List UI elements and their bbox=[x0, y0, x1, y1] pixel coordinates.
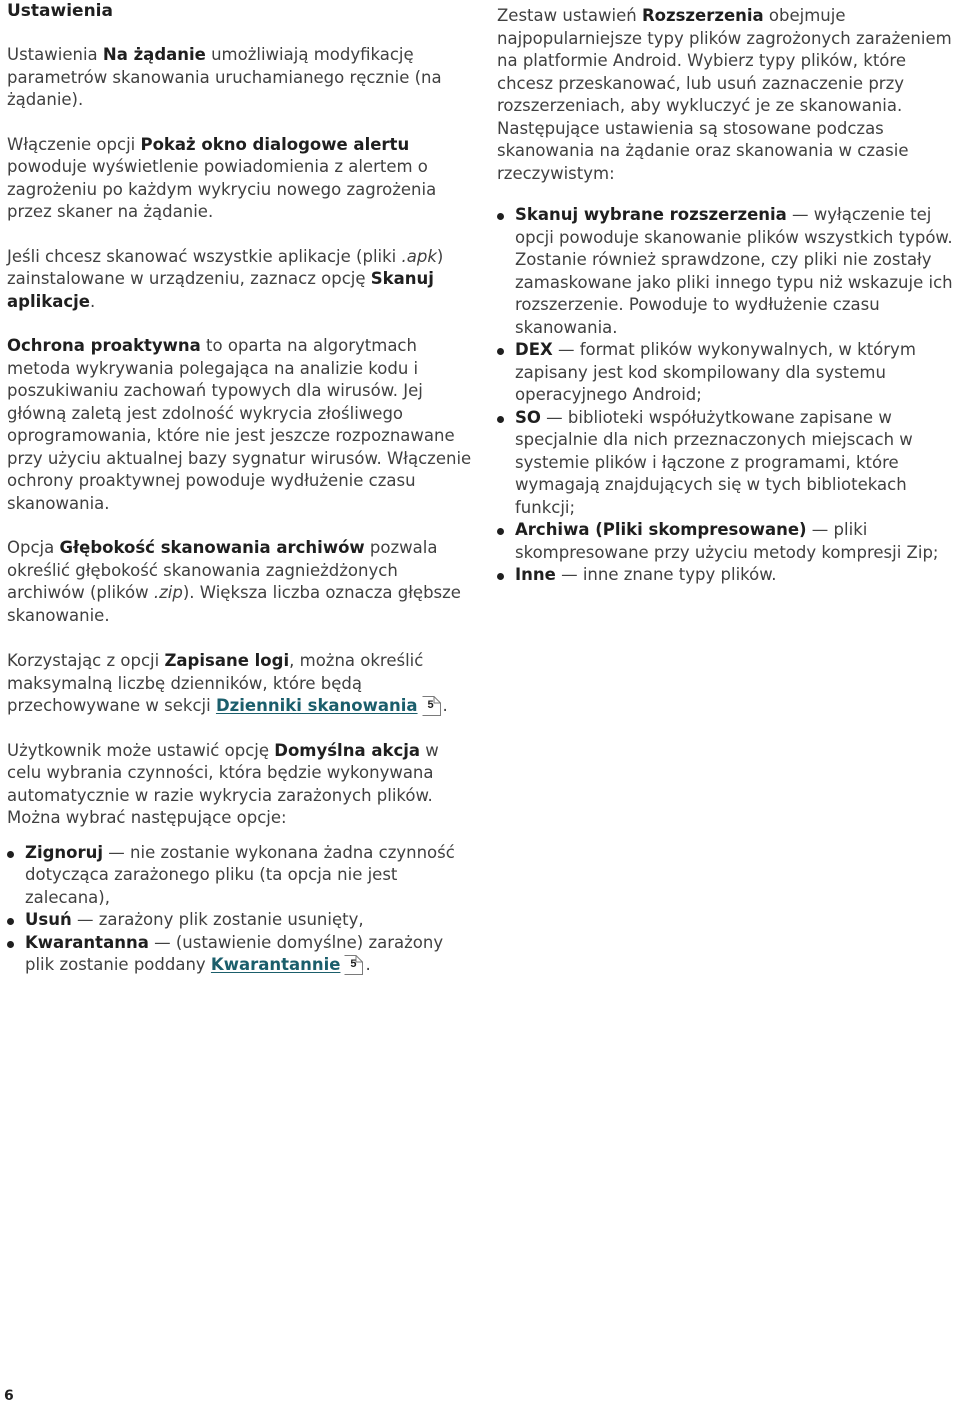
page-reference-number: 5 bbox=[427, 699, 434, 711]
page-number: 6 bbox=[4, 1388, 14, 1404]
list-item-dex: DEX — format plików wykonywalnych, w którym zapisany jest kod skompilowany dla systemu operacyjnego Android; bbox=[497, 339, 960, 407]
list-item-so: SO — biblioteki współużytkowane zapisane w specjalnie dla nich przeznaczonych miejscach w systemie plików i łączone z programami, które wymagają znajdujących się w tych bibliotekach funkcji; bbox=[497, 407, 960, 520]
link-scan-logs[interactable]: Dzienniki skanowania bbox=[215, 696, 418, 715]
term-saved-logs: Zapisane logi bbox=[164, 651, 290, 670]
paragraph-default-action: Użytkownik może ustawić opcję Domyślna akcja w celu wybrania czynności, która będzie wykonywana automatycznie w razie wykrycia zarażonych plików. Można wybrać następujące opcje: bbox=[7, 740, 439, 827]
list-item-ignore: Zignoruj — nie zostanie wykonana żadna czynność dotycząca zarażonego pliku (ta opcja nie jest zalecana), bbox=[7, 842, 475, 910]
extension-settings-list bbox=[497, 204, 960, 587]
paragraph-archive-depth: Opcja Głębokość skanowania archiwów pozwala określić głębokość skanowania zagnieżdżonych archiwów (plików .zip). Większa liczba oznacza głębsze skanowanie. bbox=[7, 538, 461, 625]
list-item-quarantine: Kwarantanna — (ustawienie domyślne) zarażony plik zostanie poddany Kwarantannie 5 . bbox=[7, 932, 475, 977]
term-scan-apps: Skanuj aplikacje bbox=[7, 269, 434, 311]
right-column bbox=[497, 5, 960, 587]
list-item-other: Inne — inne znane typy plików. bbox=[497, 564, 960, 587]
term-default-action: Domyślna akcja bbox=[274, 740, 421, 760]
paragraph-proactive-protection: Ochrona proaktywna to oparta na algorytmach metoda wykrywania polegająca na analizie kodu i poszukiwaniu zachowań typowych dla wirusów. Jej główną zaletą jest zdolność wykrycia złośliwego oprogramowania, które nie jest jeszcze rozpoznawane przy użyciu aktualnej bazy sygnatur wirusów. Włączenie ochrony proaktywnej powoduje wydłużenie czasu skanowania. bbox=[7, 336, 472, 513]
term-proactive-protection: Ochrona proaktywna bbox=[7, 336, 201, 355]
default-action-options bbox=[7, 842, 475, 977]
term-extensions: Rozszerzenia bbox=[641, 6, 764, 25]
term-on-demand: Na żądanie bbox=[102, 45, 206, 64]
paragraph-alert-dialog: Włączenie opcji Pokaż okno dialogowe alertu powoduje wyświetlenie powiadomienia z alertem o zagrożeniu po każdym wykryciu nowego zagrożenia przez skaner na żądanie. bbox=[7, 134, 437, 221]
paragraph-on-demand: Ustawienia Na żądanie umożliwiają modyfikację parametrów skanowania uruchamianego ręcznie (na żądanie). bbox=[7, 45, 442, 109]
apk-extension: .apk bbox=[401, 246, 437, 266]
list-item-scan-selected-extensions: Skanuj wybrane rozszerzenia — wyłączenie tej opcji powoduje skanowanie plików wszystkich typów. Zostanie również sprawdzone, czy pliki nie zostały zamaskowane jako pliki innego typu niż wskazuje ich rozszerzenie. Powoduje to wydłużenie czasu skanowania. bbox=[497, 204, 960, 339]
term-archive-depth: Głębokość skanowania archiwów bbox=[59, 538, 365, 557]
paragraph-scan-apps: Jeśli chcesz skanować wszystkie aplikacje (pliki .apk) zainstalowane w urządzeniu, zaznacz opcję Skanuj aplikacje. bbox=[7, 246, 444, 311]
list-item-delete: Usuń — zarażony plik zostanie usunięty, bbox=[7, 909, 475, 932]
page-reference-number: 5 bbox=[350, 958, 357, 970]
paragraph-saved-logs: Korzystając z opcji Zapisane logi, można określić maksymalną liczbę dzienników, które będą przechowywane w sekcji Dzienniki skanowania 5 . bbox=[7, 651, 448, 715]
paragraph-extensions: Zestaw ustawień Rozszerzenia obejmuje najpopularniejsze typy plików zagrożonych zarażeniem na platformie Android. Wybierz typy plików, które chcesz przeskanować, lub usuń zaznaczenie przy rozszerzeniach, aby wykluczyć je ze skanowania. Następujące ustawienia są stosowane podczas skanowania na żądanie oraz skanowania w czasie rzeczywistym: bbox=[497, 6, 952, 183]
page-reference-icon[interactable] bbox=[343, 954, 365, 976]
link-quarantine[interactable]: Kwarantannie bbox=[210, 955, 341, 974]
list-item-archives: Archiwa (Pliki skompresowane) — pliki skompresowane przy użyciu metody kompresji Zip; bbox=[497, 519, 960, 564]
section-heading: Ustawienia bbox=[7, 1, 113, 21]
term-show-alert-dialog: Pokaż okno dialogowe alertu bbox=[140, 134, 410, 154]
left-column bbox=[7, 0, 475, 977]
zip-extension: .zip bbox=[153, 583, 183, 602]
page-reference-icon[interactable] bbox=[421, 695, 443, 717]
